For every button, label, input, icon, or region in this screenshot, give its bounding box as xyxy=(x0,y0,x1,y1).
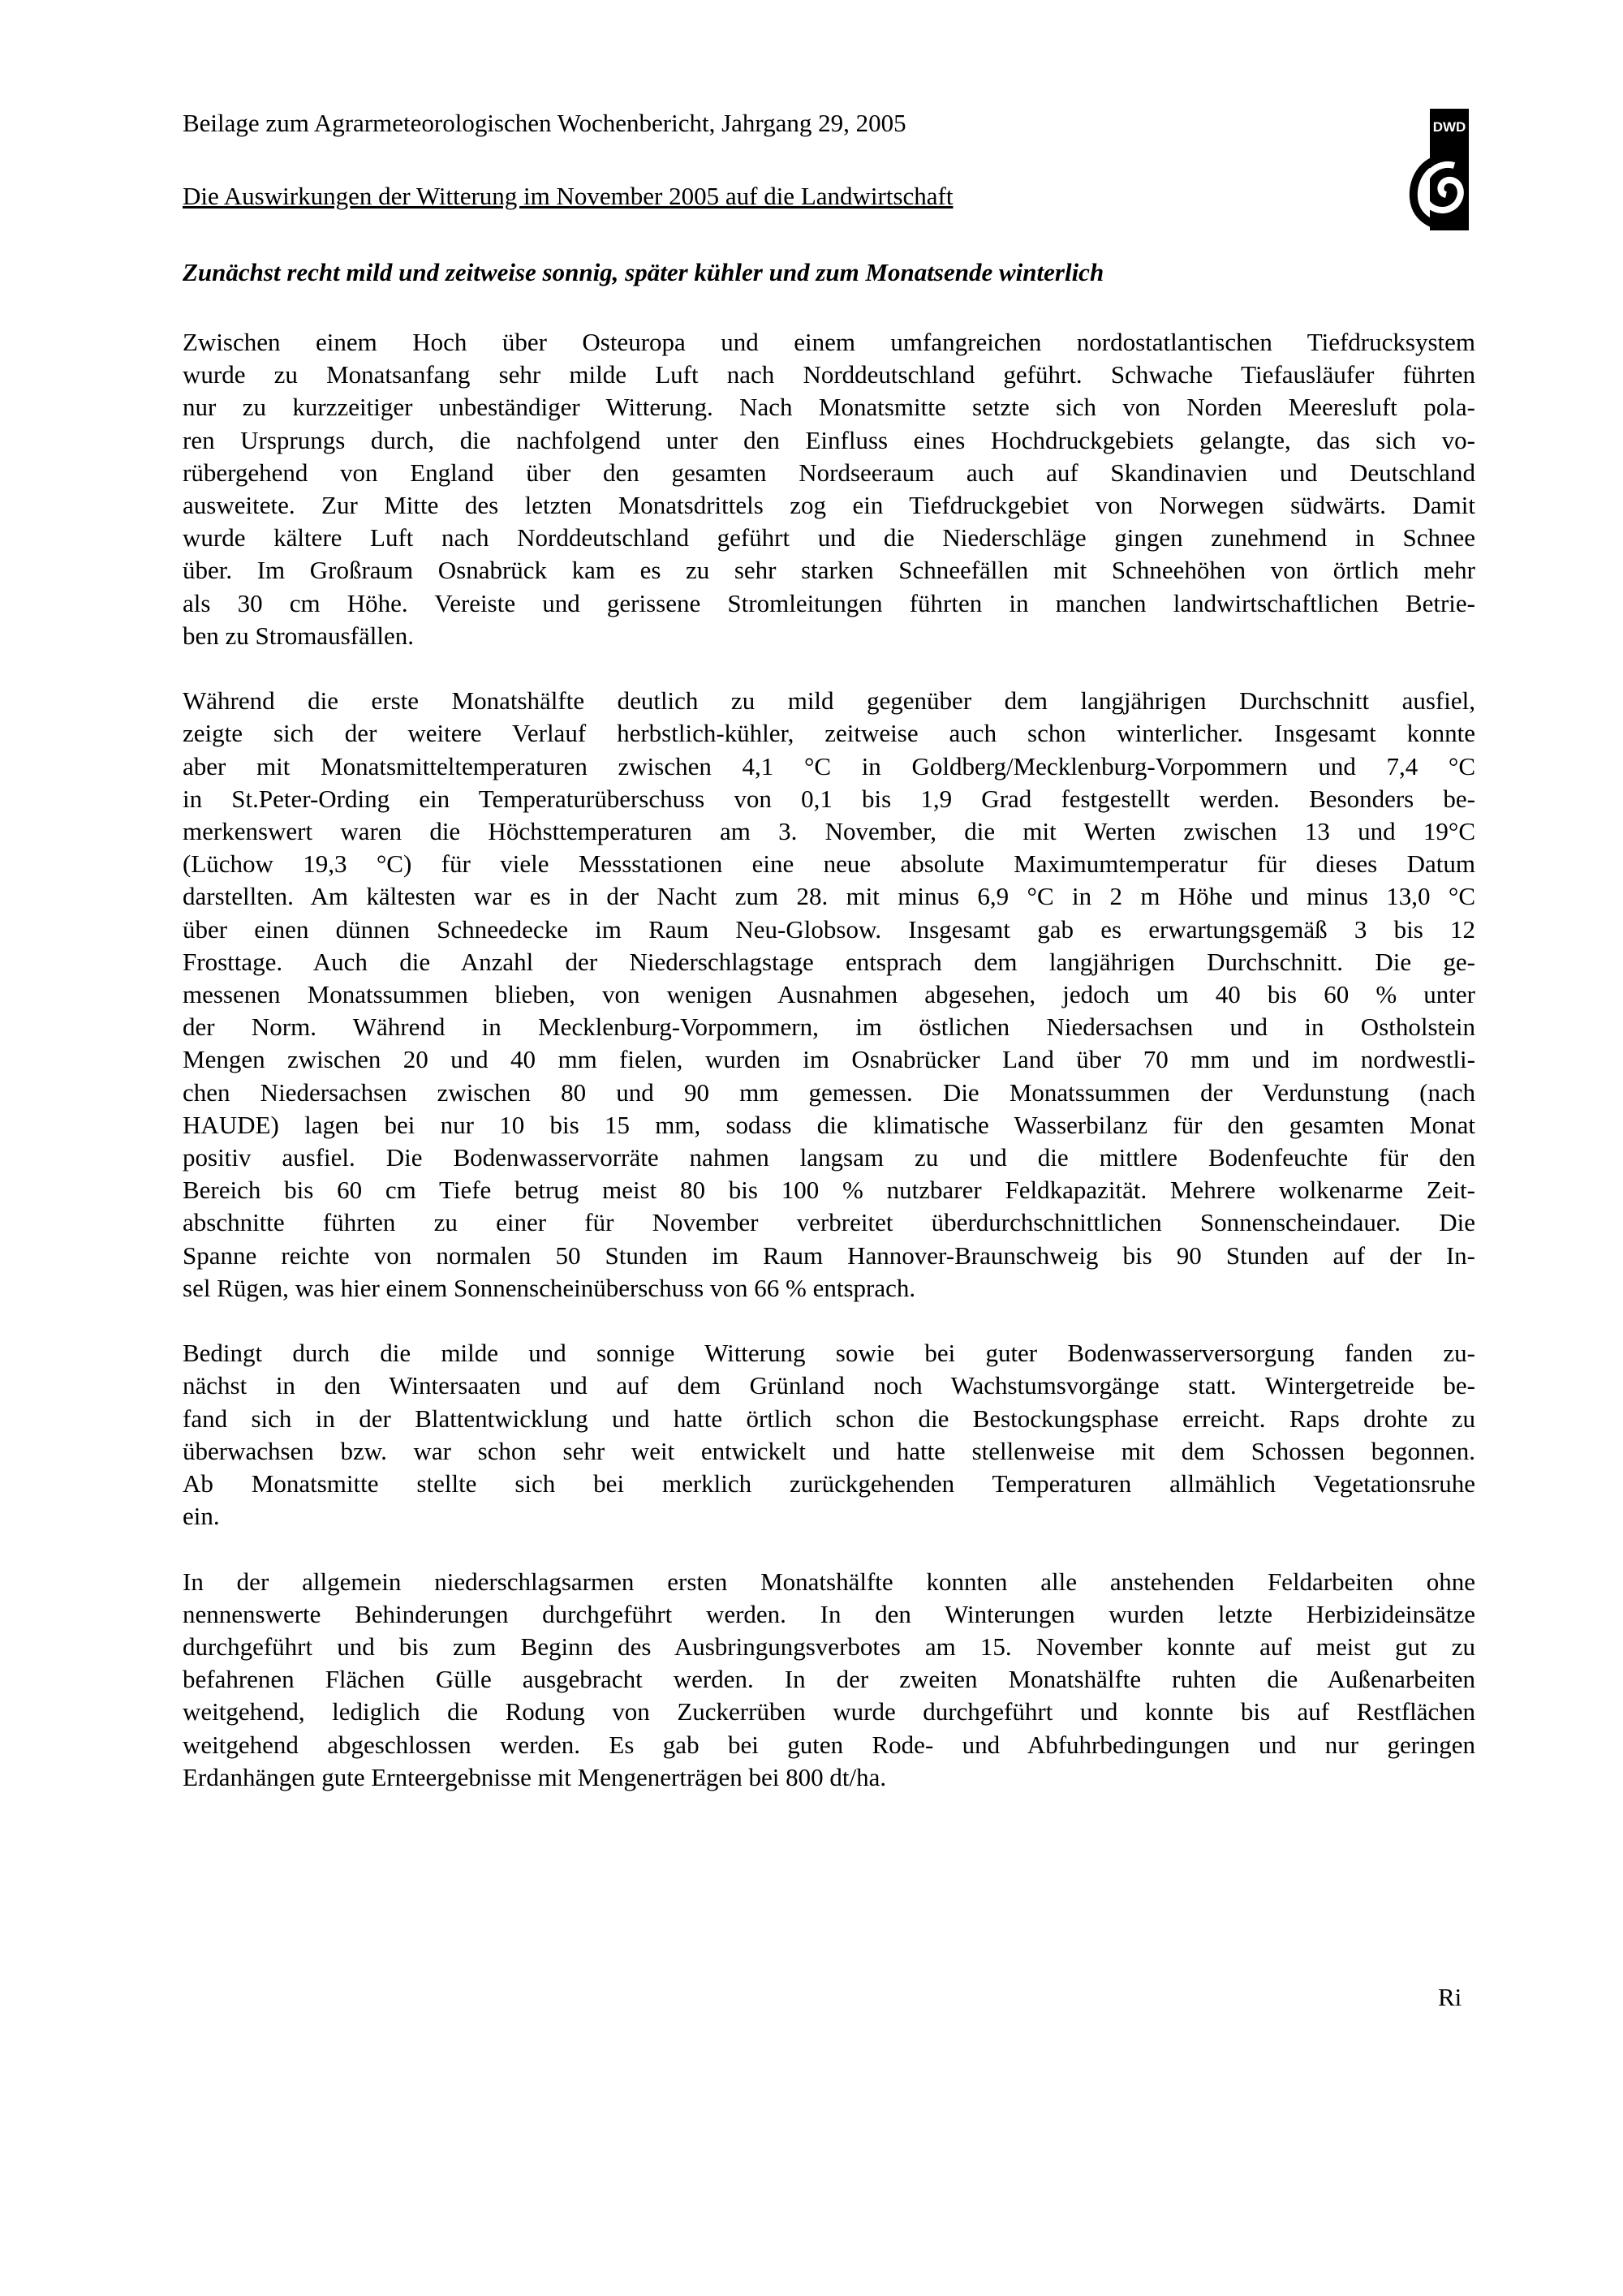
text-line: Frosttage. Auch die Anzahl der Niederschlagstage entsprach dem langjährigen Durchschnitt. Die ge- xyxy=(183,947,1475,976)
text-line: In der allgemein niederschlagsarmen ersten Monatshälfte konnten alle anstehenden Feldarbeiten ohne xyxy=(183,1567,1475,1596)
text-line: wurde kältere Luft nach Norddeutschland geführt und die Niederschläge gingen zunehmend in Schnee xyxy=(183,523,1475,553)
text-line: messenen Monatssummen blieben, von wenigen Ausnahmen abgesehen, jedoch um 40 bis 60 % unter xyxy=(183,980,1475,1009)
text-line: Während die erste Monatshälfte deutlich zu mild gegenüber dem langjährigen Durchschnitt ausfiel, xyxy=(183,686,1475,716)
text-line: überwachsen bzw. war schon sehr weit entwickelt und hatte stellenweise mit dem Schossen begonnen. xyxy=(183,1436,1475,1465)
document-body xyxy=(183,326,1475,1826)
dwd-logo-icon xyxy=(1409,109,1470,230)
text-line: ben zu Stromausfällen. xyxy=(183,621,414,650)
text-line: durchgeführt und bis zum Beginn des Ausbringungsverbotes am 15. November konnte auf meist gut zu xyxy=(183,1632,1475,1662)
paragraph xyxy=(183,685,1475,1305)
text-line: HAUDE) lagen bei nur 10 bis 15 mm, sodass die klimatische Wasserbilanz für den gesamten Monat xyxy=(183,1110,1475,1139)
text-line: weitgehend abgeschlossen werden. Es gab bei guten Rode- und Abfuhrbedingungen und nur geringen xyxy=(183,1730,1475,1759)
text-line: ren Ursprungs durch, die nachfolgend unter den Einfluss eines Hochdruckgebiets gelangte, das sich vo- xyxy=(183,425,1475,454)
text-line: über einen dünnen Schneedecke im Raum Neu-Globsow. Insgesamt gab es erwartungsgemäß 3 bis 12 xyxy=(183,914,1475,944)
text-line: chen Niedersachsen zwischen 80 und 90 mm gemessen. Die Monatssummen der Verdunstung (nach xyxy=(183,1077,1475,1107)
supplement-header: Beilage zum Agrarmeteorologischen Wochenbericht, Jahrgang 29, 2005 xyxy=(183,109,906,137)
text-line: rübergehend von England über den gesamten Nordseeraum auch auf Skandinavien und Deutschland xyxy=(183,458,1475,487)
text-line: Spanne reichte von normalen 50 Stunden im Raum Hannover-Braunschweig bis 90 Stunden auf der In- xyxy=(183,1240,1475,1270)
text-line: nennenswerte Behinderungen durchgeführt werden. In den Winterungen wurden letzte Herbizideinsätze xyxy=(183,1599,1475,1628)
text-line: ausweitete. Zur Mitte des letzten Monatsdrittels zog ein Tiefdruckgebiet von Norwegen südwärts. Damit xyxy=(183,491,1475,520)
text-line: sel Rügen, was hier einem Sonnenscheinüberschuss von 66 % entsprach. xyxy=(183,1273,916,1302)
paragraph xyxy=(183,1566,1475,1794)
text-line: weitgehend, lediglich die Rodung von Zuckerrüben wurde durchgeführt und konnte bis auf Restflächen xyxy=(183,1697,1475,1726)
text-line: Mengen zwischen 20 und 40 mm fielen, wurden im Osnabrücker Land über 70 mm und im nordwestli- xyxy=(183,1045,1475,1074)
text-line: der Norm. Während in Mecklenburg-Vorpommern, im östlichen Niedersachsen und in Ostholstein xyxy=(183,1013,1475,1042)
text-line: (Lüchow 19,3 °C) für viele Messstationen eine neue absolute Maximumtemperatur für dieses Datum xyxy=(183,849,1475,879)
text-line: Ab Monatsmitte stellte sich bei merklich zurückgehenden Temperaturen allmählich Vegetationsruhe xyxy=(183,1469,1475,1498)
author-mark: Ri xyxy=(1438,1983,1462,2011)
text-line: als 30 cm Höhe. Vereiste und gerissene Stromleitungen führten in manchen landwirtschaftlichen Betrie- xyxy=(183,588,1475,617)
paragraph xyxy=(183,326,1475,652)
text-line: abschnitte führten zu einer für November verbreitet überdurchschnittlichen Sonnenscheindauer. Die xyxy=(183,1208,1475,1237)
text-line: Bereich bis 60 cm Tiefe betrug meist 80 bis 100 % nutzbarer Feldkapazität. Mehrere wolkenarme Zeit- xyxy=(183,1176,1475,1205)
text-line: Zwischen einem Hoch über Osteuropa und einem umfangreichen nordostatlantischen Tiefdrucksystem xyxy=(183,328,1475,356)
text-line: aber mit Monatsmitteltemperaturen zwischen 4,1 °C in Goldberg/Mecklenburg-Vorpommern und 7,4 °C xyxy=(183,751,1475,780)
text-line: Erdanhängen gute Ernteergebnisse mit Mengenerträgen bei 800 dt/ha. xyxy=(183,1762,887,1791)
svg-text:DWD: DWD xyxy=(1432,119,1466,135)
text-line: darstellten. Am kältesten war es in der Nacht zum 28. mit minus 6,9 °C in 2 m Höhe und minus 13,0 °C xyxy=(183,882,1475,911)
paragraph xyxy=(183,1337,1475,1533)
text-line: wurde zu Monatsanfang sehr milde Luft nach Norddeutschland geführt. Schwache Tiefausläufer führten xyxy=(183,360,1475,389)
text-line: ein. xyxy=(183,1502,220,1531)
text-line: nächst in den Wintersaaten und auf dem Grünland noch Wachstumsvorgänge statt. Wintergetreide be- xyxy=(183,1371,1475,1400)
text-line: positiv ausfiel. Die Bodenwasservorräte nahmen langsam zu und die mittlere Bodenfeuchte für den xyxy=(183,1143,1475,1172)
document-subtitle: Zunächst recht mild und zeitweise sonnig, später kühler und zum Monatsende winterlich xyxy=(183,258,1104,286)
text-line: Bedingt durch die milde und sonnige Witterung sowie bei guter Bodenwasserversorgung fanden zu- xyxy=(183,1339,1475,1368)
text-line: über. Im Großraum Osnabrück kam es zu sehr starken Schneefällen mit Schneehöhen von örtlich mehr xyxy=(183,556,1475,585)
text-line: zeigte sich der weitere Verlauf herbstlich-kühler, zeitweise auch schon winterlicher. Insgesamt konnte xyxy=(183,719,1475,748)
document-title: Die Auswirkungen der Witterung im November 2005 auf die Landwirtschaft xyxy=(183,182,954,210)
text-line: nur zu kurzzeitiger unbeständiger Witterung. Nach Monatsmitte setzte sich von Norden Meeresluft pola- xyxy=(183,393,1475,422)
text-line: in St.Peter-Ording ein Temperaturüberschuss von 0,1 bis 1,9 Grad festgestellt werden. Besonders be- xyxy=(183,784,1475,813)
text-line: befahrenen Flächen Gülle ausgebracht werden. In der zweiten Monatshälfte ruhten die Außenarbeiten xyxy=(183,1665,1475,1694)
text-line: fand sich in der Blattentwicklung und hatte örtlich schon die Bestockungsphase erreicht. Raps drohte zu xyxy=(183,1404,1475,1433)
text-line: merkenswert waren die Höchsttemperaturen am 3. November, die mit Werten zwischen 13 und 19°C xyxy=(183,817,1475,846)
